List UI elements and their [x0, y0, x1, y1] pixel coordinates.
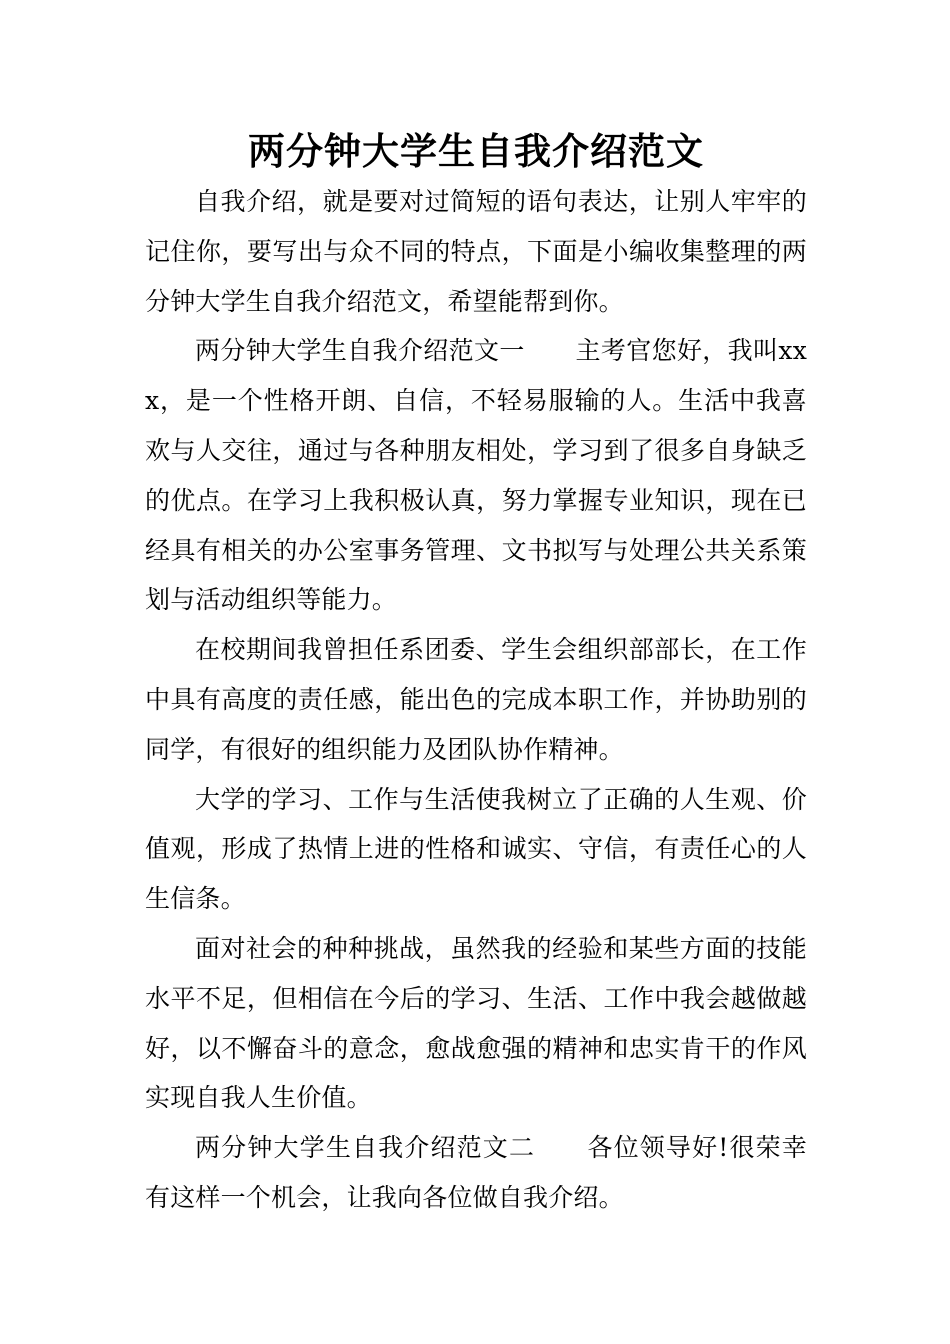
- document-title: 两分钟大学生自我介绍范文: [248, 130, 704, 173]
- paragraph-sample-two: 两分钟大学生自我介绍范文二 各位领导好!很荣幸有这样一个机会，让我向各位做自我介绍。: [145, 1133, 807, 1212]
- paragraph-challenges: 面对社会的种种挑战，虽然我的经验和某些方面的技能水平不足，但相信在今后的学习、生活、工作中我会越做越好，以不懈奋斗的意念，愈战愈强的精神和忠实肯干的作风实现自我人生价值。: [145, 933, 807, 1113]
- document-body: [145, 128, 807, 1223]
- paragraph-values: 大学的学习、工作与生活使我树立了正确的人生观、价值观，形成了热情上进的性格和诚实、守信，有责任心的人生信条。: [145, 784, 807, 914]
- paragraph-intro: 自我介绍，就是要对过简短的语句表达，让别人牢牢的记住你，要写出与众不同的特点，下面是小编收集整理的两分钟大学生自我介绍范文，希望能帮到你。: [145, 187, 807, 316]
- paragraph-sample-one: 两分钟大学生自我介绍范文一 主考官您好，我叫xxx，是一个性格开朗、自信，不轻易服输的人。生活中我喜欢与人交往，通过与各种朋友相处，学习到了很多自身缺乏的优点。在学习上我积极认真，努力掌握专业知识，现在已经具有相关的办公室事务管理、文书拟写与处理公共关系策划与活动组织等能力。: [145, 336, 807, 615]
- paragraph-school-roles: 在校期间我曾担任系团委、学生会组织部部长，在工作中具有高度的责任感，能出色的完成本职工作，并协助别的同学，有很好的组织能力及团队协作精神。: [145, 635, 807, 764]
